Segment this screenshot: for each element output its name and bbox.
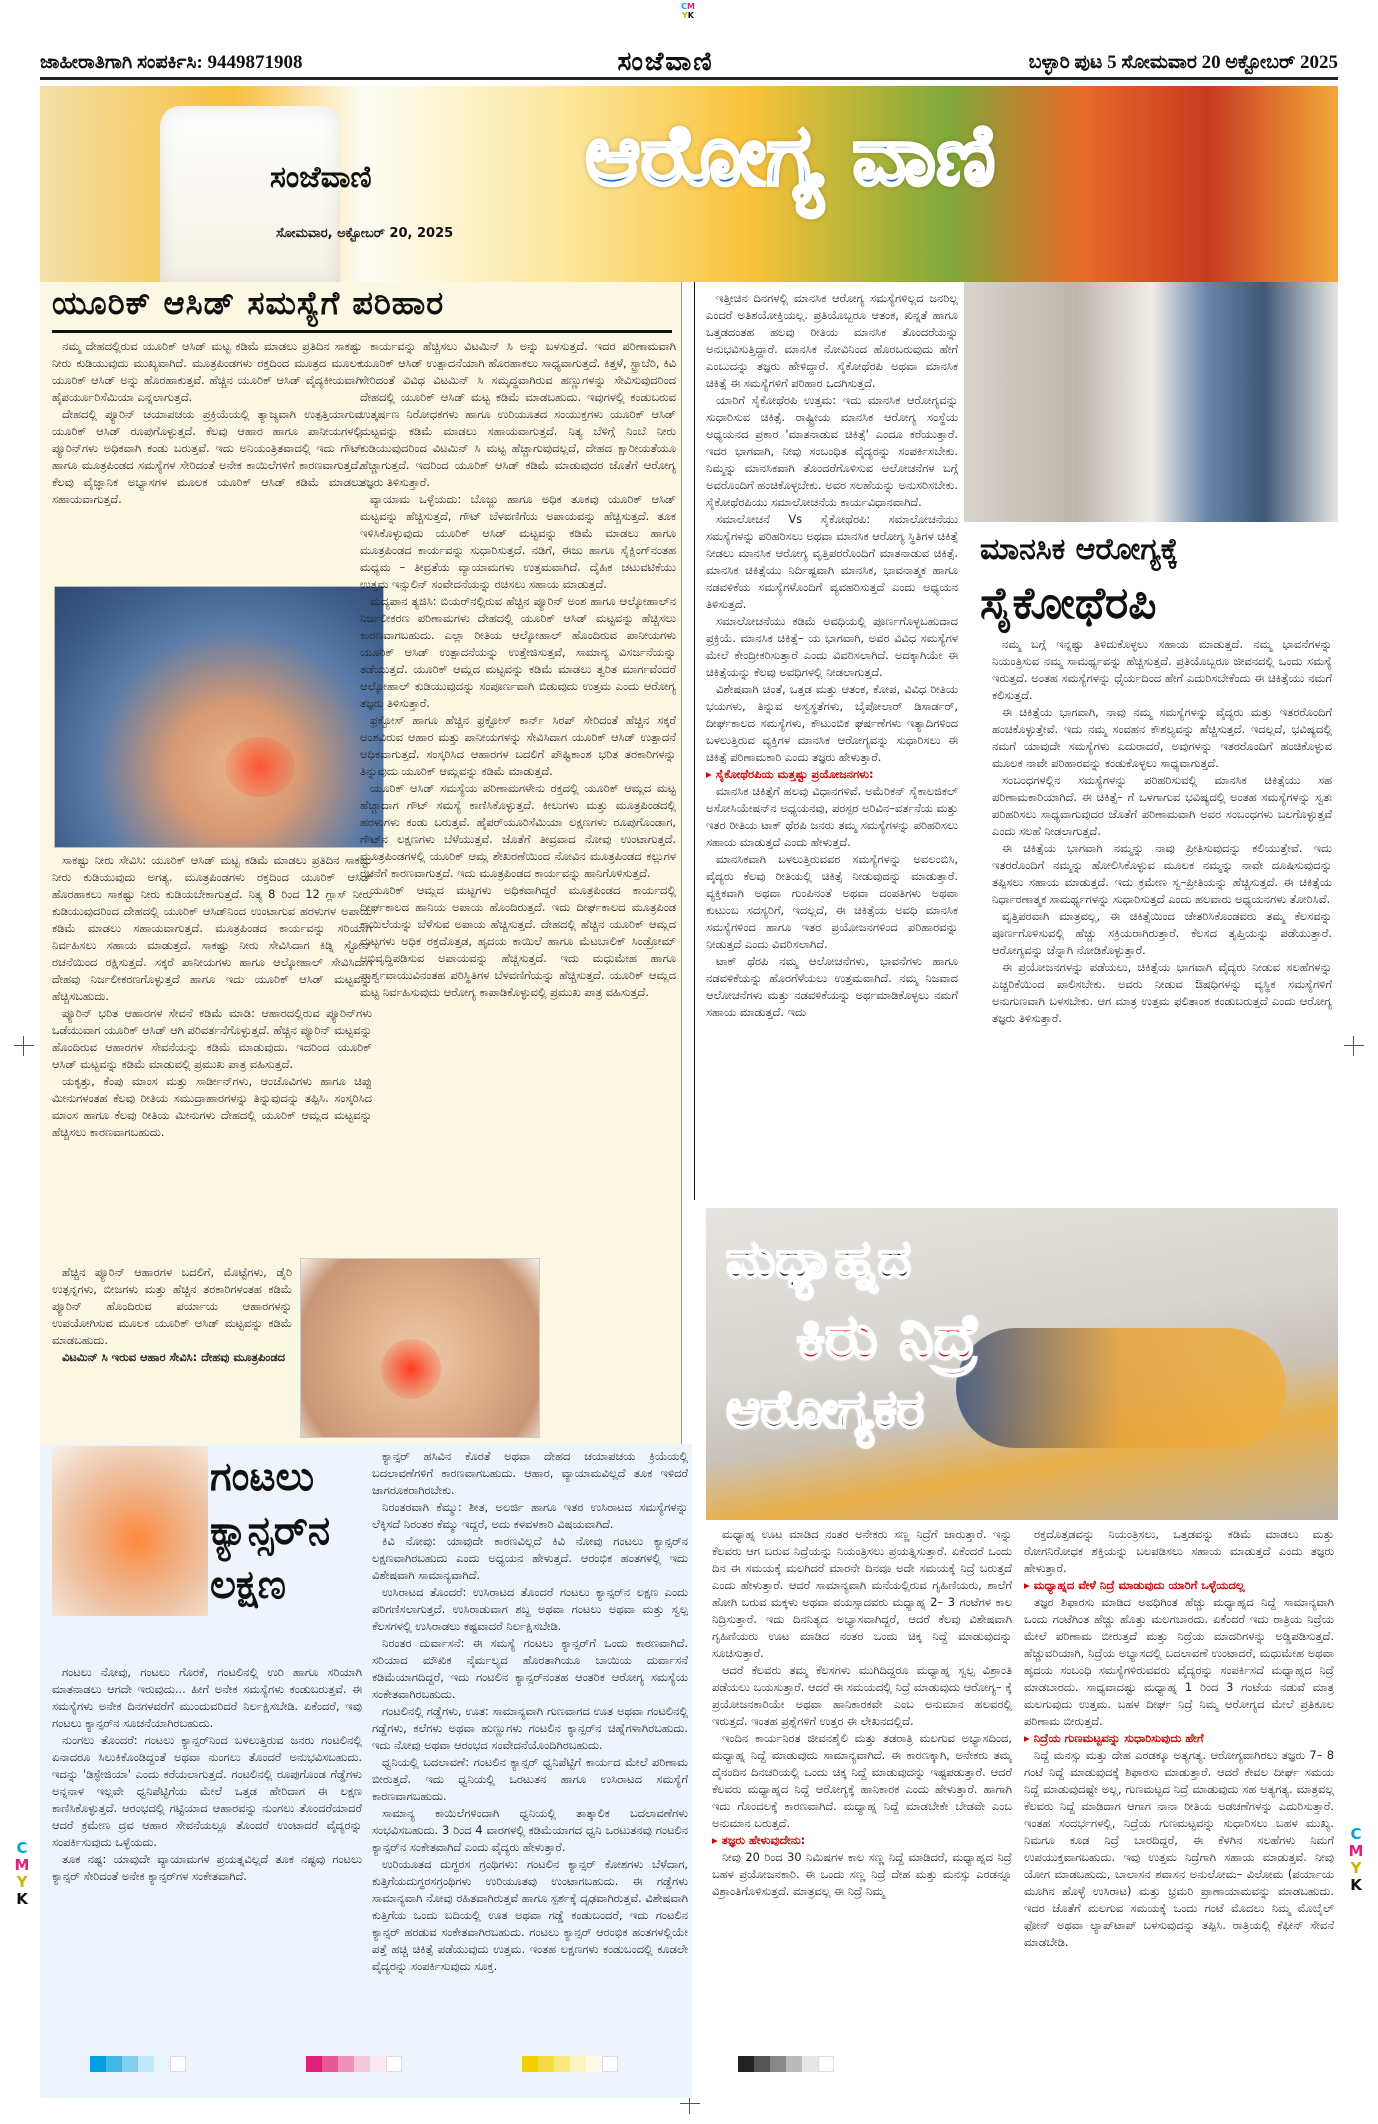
psycho-para: ಯಾರಿಗೆ ಸೈಕೋಥೆರಪಿ ಉತ್ತಮ: ಇದು ಮಾನಸಿಕ ಆರೋಗ್ಯವನ್ನು ಸುಧಾರಿಸುವ ಚಿಕಿತ್ಸೆ. ರಾಷ್ಟ್ರೀಯ ಮಾನಸಿಕ ಆರೋಗ್ಯ ಸಂಸ್ಥೆಯ ಅಧ್ಯಯನದ ಪ್ರಕಾರ 'ಮಾತನಾಡುವ ಚಿಕಿತ್ಸೆ' ಎಂದೂ ಕರೆಯುತ್ತಾರೆ. ಇದರ ಭಾಗವಾಗಿ, ನೀವು ಸಂಬಂಧಿತ ವೈದ್ಯರನ್ನು ಸಂಪರ್ಕಿಸಬೇಕು. ನಿಮ್ಮನ್ನು ಮಾನಸಿಕವಾಗಿ ತೊಂದರೆಗೊಳಿಸುವ ಆಲೋಚನೆಗಳ ಬಗ್ಗೆ ಅವರೊಂದಿಗೆ ಹಂಚಿಕೊಳ್ಳಬೇಕು. ಅವರ ಸಲಹೆಯನ್ನು ಅನುಸರಿಸಬೇಕು. ಸೈಕೋಥೆರಪಿಯು ಸಮಾಲೋಚನೆಯ ಕಾರ್ಯವಿಧಾನವಾಗಿದೆ.: [706, 393, 958, 509]
page-header: [40, 48, 1338, 80]
cancer-col2: [372, 1448, 688, 2094]
cancer-para: ಕ್ಯಾನ್ಸರ್ ಹಸಿವಿನ ಕೊರತೆ ಅಥವಾ ದೇಹದ ಚಯಾಪಚಯ ಕ್ರಿಯೆಯಲ್ಲಿ ಬದಲಾವಣೆಗಳಿಗೆ ಕಾರಣವಾಗಬಹುದು. ಆಹಾರ, ವ್ಯಾಯಾಮವಿಲ್ಲದೆ ತೂಕ ಇಳಿದರೆ ಜಾಗರೂಕರಾಗಿರಬೇಕು.: [372, 1449, 688, 1497]
triangle-bullet-icon: ▸: [1024, 1578, 1034, 1592]
uric-para: ವ್ಯಾಯಾಮ ಒಳ್ಳೆಯದು: ಬೊಜ್ಜು ಹಾಗೂ ಅಧಿಕ ತೂಕವು ಯೂರಿಕ್ ಆಸಿಡ್ ಮಟ್ಟವನ್ನು ಹೆಚ್ಚಿಸುತ್ತದೆ, ಗೌಟ್ ಬೆಳವಣಿಗೆಯ ಅಪಾಯವನ್ನು ಹೆಚ್ಚಿಸುತ್ತದೆ. ತೂಕ ಇಳಿಸಿಕೊಳ್ಳುವುದು ಯೂರಿಕ್ ಆಸಿಡ್ ಮಟ್ಟವನ್ನು ಕಡಿಮೆ ಮಾಡಲು ಹಾಗೂ ಮೂತ್ರಪಿಂಡದ ಕಾರ್ಯವನ್ನು ಸುಧಾರಿಸುತ್ತದೆ. ನಡಿಗೆ, ಈಜು ಹಾಗೂ ಸೈಕ್ಲಿಂಗ್‌ನಂತಹ ಮಧ್ಯಮ – ತೀವ್ರತೆಯ ವ್ಯಾಯಾಮಗಳು ಉತ್ತಮವಾಗಿದೆ. ದೈಹಿಕ ಚಟುವಟಿಕೆಯು ಉತ್ತಮ ಇನ್ಸುಲಿನ್ ಸಂವೇದನೆಯನ್ನು ರಚಿಸಲು ಸಹಾಯ ಮಾಡುತ್ತದೆ.: [360, 492, 676, 591]
sleep-subheading: ▸ ಮಧ್ಯಾಹ್ನದ ವೇಳೆ ನಿದ್ರೆ ಮಾಡುವುದು ಯಾರಿಗೆ ಒಳ್ಳೆಯದಲ್ಲ: [1024, 1578, 1245, 1592]
sleep-col1: [712, 1526, 1012, 2094]
section-banner: [40, 86, 1338, 282]
banner-date: ಸೋಮವಾರ, ಅಕ್ಟೋಬರ್ 20, 2025: [276, 226, 454, 241]
cancer-para: ಕಿವಿ ನೋವು: ಯಾವುದೇ ಕಾರಣವಿಲ್ಲದೆ ಕಿವಿ ನೋವು ಗಂಟಲು ಕ್ಯಾನ್ಸರ್‌ನ ಲಕ್ಷಣವಾಗಿರಬಹುದು ಎಂದು ಅಧ್ಯಯನ ಹೇಳುತ್ತದೆ. ಆರಂಭಿಕ ಹಂತಗಳಲ್ಲಿ ಇದು ವಿಶೇಷವಾಗಿ ಸಾಮಾನ್ಯವಾಗಿದೆ.: [372, 1534, 688, 1582]
uric-para: ಪ್ಯೂರಿನ್ ಭರಿತ ಆಹಾರಗಳ ಸೇವನೆ ಕಡಿಮೆ ಮಾಡಿ: ಆಹಾರದಲ್ಲಿರುವ ಪ್ಯೂರಿನ್‌ಗಳು ಒಡೆಯುವಾಗ ಯೂರಿಕ್ ಆಸಿಡ್ ಆಗಿ ಪರಿವರ್ತನೆಗೊಳ್ಳುತ್ತದೆ. ಹೆಚ್ಚಿನ ಪ್ಯೂರಿನ್ ಮಟ್ಟವನ್ನು ಹೊಂದಿರುವ ಆಹಾರಗಳ ಸೇವನೆಯನ್ನು ಕಡಿಮೆ ಮಾಡುವುದು. ಇದರಿಂದ ಯೂರಿಕ್ ಆಸಿಡ್ ಮಟ್ಟವನ್ನು ಕಡಿಮೆ ಮಾಡುವಲ್ಲಿ ಪ್ರಮುಖ ಪಾತ್ರ ವಹಿಸುತ್ತದೆ.: [52, 1006, 372, 1071]
uric-para: ಮದ್ಯಪಾನ ತ್ಯಜಿಸಿ: ಬಿಯರ್‌ನಲ್ಲಿರುವ ಹೆಚ್ಚಿನ ಪ್ಯೂರಿನ್ ಅಂಶ ಹಾಗೂ ಆಲ್ಕೋಹಾಲ್‌ನ ನಿರ್ಜಲೀಕರಣ ಪರಿಣಾಮಗಳು ದೇಹದಲ್ಲಿ ಯೂರಿಕ್ ಆಸಿಡ್ ಮಟ್ಟವನ್ನು ಹೆಚ್ಚಿಸಲು ಕಾರಣವಾಗಬಹುದು. ಎಲ್ಲಾ ರೀತಿಯ ಆಲ್ಕೋಹಾಲ್ ಹೊಂದಿರುವ ಪಾನೀಯಗಳು ಯೂರಿಕ್ ಆಸಿಡ್ ಉತ್ಪಾದನೆಯನ್ನು ಉತ್ತೇಜಿಸುತ್ತವೆ, ಸಾಮಾನ್ಯ ವಿಸರ್ಜನೆಯನ್ನು ತಡೆಯುತ್ತದೆ. ಯೂರಿಕ್ ಆಮ್ಲದ ಮಟ್ಟವನ್ನು ಕಡಿಮೆ ಮಾಡಲು ತ್ವರಿತ ಮಾರ್ಗವೆಂದರೆ ಆಲ್ಕೋಹಾಲ್ ಕುಡಿಯುವುದನ್ನು ಸಂಪೂರ್ಣವಾಗಿ ಬಿಡುವುದು ಉತ್ತಮ ಎಂದು ಆರೋಗ್ಯ ತಜ್ಞರು ತಿಳಿಸುತ್ತಾರೆ.: [360, 594, 676, 710]
ankle-pain-image: [54, 586, 384, 848]
cancer-para: ಗಂಟಲು ನೋವು, ಗಂಟಲು ಗೊರಕೆ, ಗಂಟಲಿನಲ್ಲಿ ಉರಿ ಹಾಗೂ ಸರಿಯಾಗಿ ಮಾತನಾಡಲು ಆಗದೇ ಇರುವುದು... ಹೀಗೆ ಅನೇಕ ಸಮಸ್ಯೆಗಳು ಕಂಡುಬರುತ್ತವೆ. ಈ ಸಮಸ್ಯೆಗಳು ಅನೇಕ ದಿನಗಳವರೆಗೆ ಮುಂದುವರಿದರೆ ನಿರ್ಲಕ್ಷಿಸಬೇಡಿ. ಏಕೆಂದರೆ, ಇವು ಗಂಟಲು ಕ್ಯಾನ್ಸರ್‌ನ ಸೂಚನೆಯಾಗಿರಬಹುದು.: [52, 1665, 362, 1730]
psycho-para: ಈ ಪ್ರಯೋಜನಗಳನ್ನು ಪಡೆಯಲು, ಚಿಕಿತ್ಸೆಯ ಭಾಗವಾಗಿ ವೈದ್ಯರು ನೀಡುವ ಸಲಹೆಗಳನ್ನು ಎಚ್ಚರಿಕೆಯಿಂದ ಪಾಲಿಸಬೇಕು. ಅವರು ನೀಡುವ ಔಷಧಿಗಳನ್ನು ವ್ಯಸ್ಥಿಕ ಸಮಸ್ಯೆಗಳಿಗೆ ಅನುಗುಣವಾಗಿ ಬಳಸಬೇಕು. ಆಗ ಮಾತ್ರ ಉತ್ತಮ ಫಲಿತಾಂಶ ಕಂಡುಬರುತ್ತದೆ ಎಂದು ಆರೋಗ್ಯ ತಜ್ಞರು ತಿಳಿಸುತ್ತಾರೆ.: [992, 960, 1332, 1025]
cancer-para: ಧ್ವನಿಯಲ್ಲಿ ಬದಲಾವಣೆ: ಗಂಟಲಿನ ಕ್ಯಾನ್ಸರ್ ಧ್ವನಿಪೆಟ್ಟಿಗೆ ಕಾರ್ಯದ ಮೇಲೆ ಪರಿಣಾಮ ಬೀರುತ್ತದೆ. ಇದು ಧ್ವನಿಯಲ್ಲಿ ಒರಟುತನ ಹಾಗೂ ಉಸಿರಾಟದ ಸಮಸ್ಯೆಗೆ ಕಾರಣವಾಗಬಹುದು.: [372, 1755, 688, 1803]
registration-cmyk-top: CM YK: [681, 2, 695, 20]
sleep-para: ನಿದ್ದೆ ಮನಸ್ಸು ಮತ್ತು ದೇಹ ಎರಡಕ್ಕೂ ಅತ್ಯಗತ್ಯ. ಆರೋಗ್ಯವಾಗಿರಲು ತಜ್ಞರು 7– 8 ಗಂಟೆ ನಿದ್ದೆ ಮಾಡುವುದಕ್ಕೆ ಶಿಫಾರಸು ಮಾಡುತ್ತಾರೆ. ಆದರೆ ಕೇವಲ ದೀರ್ಘ ಸಮಯ ನಿದ್ದೆ ಮಾಡುವುದಷ್ಟೇ ಅಲ್ಲ, ಗುಣಮಟ್ಟದ ನಿದ್ರೆ ಮಾಡುವುದು ಸಹ ಅತ್ಯಗತ್ಯ. ಮಾತ್ರವಲ್ಲ ಕೆಲವರು ನಿದ್ದೆ ಮಾಡಿದಾಗ ಆಗಾಗ ನಾನಾ ರೀತಿಯ ಅಡಚಣೆಗಳನ್ನು ಎದುರಿಸುತ್ತಾರೆ. ಇಂತಹ ಸಂದರ್ಭಗಳಲ್ಲಿ, ನಿದ್ರೆಯ ಗುಣಮಟ್ಟವನ್ನು ಸುಧಾರಿಸಲು ಬಹಳ ಮುಖ್ಯ. ನಿಮಗೂ ಕೂಡ ನಿದ್ರೆ ಬಾರದಿದ್ದರೆ, ಈ ಕೆಳಗಿನ ಸಲಹೆಗಳು ನಿಮಗೆ ಉಪಯುಕ್ತವಾಗಬಹುದು. ಇವು ಉತ್ತಮ ನಿದ್ರೆಗಾಗಿ ಸಹಾಯ ಮಾಡುತ್ತವೆ. ನೀವು ಯೋಗ ಮಾಡಬಹುದು, ಬಾಲಾಸನ ಶವಾಸನ ಅನುಲೋಮ– ವಿಲೋಮ (ಪರ್ಯಾಯ ಮೂಗಿನ ಹೊಳ್ಳೆ ಉಸಿರಾಟ) ಮತ್ತು ಭ್ರಮರಿ ಪ್ರಾಣಾಯಾಮವನ್ನು ಮಾಡಬಹುದು. ಇದರ ಜೊತೆಗೆ ಮಲಗುವ ಸಮಯಕ್ಕೆ ಒಂದು ಗಂಟೆ ಮೊದಲು ನಿಮ್ಮ ಮೊಬೈಲ್ ಫೋನ್ ಅಥವಾ ಲ್ಯಾಪ್‌ಟಾಪ್ ಬಳಸುವುದನ್ನು ತಪ್ಪಿಸಿ. ರಾತ್ರಿಯಲ್ಲಿ ಕೆಫೀನ್ ಸೇವನೆ ಮಾಡಬೇಡಿ.: [1024, 1748, 1334, 1949]
uric-para: ವಿಟಮಿನ್ ಸಿ ಇರುವ ಆಹಾರ ಸೇವಿಸಿ: ದೇಹವು ಮೂತ್ರಪಿಂಡದ: [62, 1350, 285, 1364]
cancer-para: ನಿರಂತರವಾಗಿ ಕೆಮ್ಮು: ಶೀತ, ಅಲರ್ಜಿ ಹಾಗೂ ಇತರ ಉಸಿರಾಟದ ಸಮಸ್ಯೆಗಳನ್ನು ಲೆಕ್ಕಿಸದೆ ನಿರಂತರ ಕೆಮ್ಮು ಇದ್ದರೆ, ಅದು ಕಳವಳಕಾರಿ ವಿಷಯವಾಗಿದೆ.: [372, 1500, 688, 1531]
section-title: ಆರೋಗ್ಯ ವಾಣಿ: [585, 106, 996, 204]
uric-para: ದೇಹದಲ್ಲಿ ಪ್ಯೂರಿನ್ ಚಯಾಪಚಯ ಪ್ರಕ್ರಿಯೆಯಲ್ಲಿ ತ್ಯಾಜ್ಯವಾಗಿ ಉತ್ಪತ್ತಿಯಾಗುವ ಯೂರಿಕ್ ಆಸಿಡ್ ರೂಪುಗೊಳ್ಳುತ್ತದೆ. ಕೆಲವು ಆಹಾರ ಹಾಗೂ ಪಾನೀಯಗಳಲ್ಲಿ ಪ್ಯೂರಿನ್‌ಗಳು ಅಧಿಕವಾಗಿ ಕಂಡು ಬರುತ್ತವೆ. ಇದು ಅನಿಯಂತ್ರಿತವಾದಲ್ಲಿ ಇದು ಗೌಟ್ ಹಾಗೂ ಮೂತ್ರಪಿಂಡದ ಸಮಸ್ಯೆಗಳ ಸೇರಿದಂತೆ ಅನೇಕ ಕಾಯಿಲೆಗಳಿಗೆ ಕಾರಣವಾಗುತ್ತದೆ. ಕೆಲವು ವೈಜ್ಞಾನಿಕ ಅಭ್ಯಾಸಗಳ ಮೂಲಕ ಯೂರಿಕ್ ಆಸಿಡ್ ಕಡಿಮೆ ಮಾಡಲು ಸಹಾಯವಾಗುತ್ತದೆ.: [52, 407, 362, 506]
cancer-title: ಗಂಟಲು ಕ್ಯಾನ್ಸರ್‌ನ ಲಕ್ಷಣ: [210, 1454, 331, 1608]
sleep-para: ತಜ್ಞರ ಶಿಫಾರಸು ಮಾಡಿದ ಅವಧಿಗಿಂತ ಹೆಚ್ಚು ಮಧ್ಯಾಹ್ನದ ನಿದ್ದೆ ಸಾಮಾನ್ಯವಾಗಿ ಒಂದು ಗಂಟೆಗಿಂತ ಹೆಚ್ಚು ಹೊತ್ತು ಮಲಗಬಾರದು. ಏಕೆಂದರೆ ಇದು ರಾತ್ರಿಯ ನಿದ್ರೆಯ ಮೇಲೆ ಪರಿಣಾಮ ಬೀರುತ್ತದೆ ಮತ್ತು ನಿದ್ರೆಯ ಮಾದರಿಗಳನ್ನು ಅಡ್ಡಿಪಡಿಸುತ್ತದೆ. ಹೆಚ್ಚುವರಿಯಾಗಿ, ನಿದ್ರೆಯ ಅಭ್ಯಾಸದಲ್ಲಿ ಬದಲಾವಣೆ ಉಂಟಾದರೆ, ಮಧುಮೇಹ ಅಥವಾ ಹೃದಯ ಸಂಬಂಧಿ ಸಮಸ್ಯೆಗಳಿರುವವರು ವೈದ್ಯರನ್ನು ಸಂಪರ್ಕಿಸದೆ ಮಧ್ಯಾಹ್ನದ ನಿದ್ರೆ ಮಾಡಬಾರದು. ಸಾಧ್ಯವಾದಷ್ಟು ಮಧ್ಯಾಹ್ನ 1 ರಿಂದ 3 ಗಂಟೆಯ ನಡುವೆ ಮಾತ್ರ ಮಲಗುವುದು ಉತ್ತಮ. ಬಹಳ ದೀರ್ಘ ನಿದ್ರೆ ನಿಮ್ಮ ಆರೋಗ್ಯದ ಮೇಲೆ ಪ್ರತಿಕೂಲ ಪರಿಣಾಮ ಬೀರುತ್ತದೆ.: [1024, 1595, 1334, 1728]
uric-para: ಯಕೃತ್ತು, ಕೆಂಪು ಮಾಂಸ ಮತ್ತು ಸಾರ್ಡೀನ್‌ಗಳು, ಆಂಚೊವಿಗಳು ಹಾಗೂ ಚಿಪ್ಪು ಮೀನುಗಳಂತಹ ಕೆಲವು ರೀತಿಯ ಸಮುದ್ರಾಹಾರಗಳನ್ನು ತಿನ್ನುವುದನ್ನು ತಪ್ಪಿಸಿ. ಸಂಸ್ಕರಿಸಿದ ಮಾಂಸ ಹಾಗೂ ಕೆಲವು ರೀತಿಯ ಮೀನುಗಳು ದೇಹದಲ್ಲಿ ಯೂರಿಕ್ ಆಮ್ಲದ ಮಟ್ಟವನ್ನು ಹೆಚ್ಚಿಸಲು ಕಾರಣವಾಗಬಹುದು.: [52, 1074, 372, 1139]
psycho-para: ನಮ್ಮ ಬಗ್ಗೆ ಇನ್ನಷ್ಟು ತಿಳಿದುಕೊಳ್ಳಲು ಸಹಾಯ ಮಾಡುತ್ತದೆ. ನಮ್ಮ ಭಾವನೆಗಳನ್ನು ನಿಯಂತ್ರಿಸುವ ನಮ್ಮ ಸಾಮರ್ಥ್ಯವನ್ನು ಹೆಚ್ಚಿಸುತ್ತದೆ. ಪ್ರತಿಯೊಬ್ಬರೂ ಜೀವನದಲ್ಲಿ ಒಂದು ಸಮಸ್ಯೆ ಇರುತ್ತದೆ. ಅಂತಹ ಸಮಸ್ಯೆಗಳನ್ನು ಧೈರ್ಯದಿಂದ ಹೇಗೆ ಎದುರಿಸಬೇಕೆಂದು ಈ ಚಿಕಿತ್ಸೆಯು ನಮಗೆ ಕಲಿಸುತ್ತದೆ.: [992, 637, 1332, 702]
sleep-col2: [1024, 1526, 1334, 2094]
psycho-col1: [706, 290, 958, 1170]
black-swatches: [738, 2056, 834, 2072]
uric-para: ಸಾಕಷ್ಟು ನೀರು ಸೇವಿಸಿ: ಯೂರಿಕ್ ಆಸಿಡ್ ಮಟ್ಟ ಕಡಿಮೆ ಮಾಡಲು ಪ್ರತಿದಿನ ಸಾಕಷ್ಟು ನೀರು ಕುಡಿಯುವುದು ಅಗತ್ಯ. ಮೂತ್ರಪಿಂಡಗಳು ರಕ್ತದಿಂದ ಯೂರಿಕ್ ಆಸಿಡ್ ಹೊರಹಾಕಲು ಸಾಕಷ್ಟು ನೀರು ಕುಡಿಯಬೇಕಾಗುತ್ತದೆ. ನಿತ್ಯ 8 ರಿಂದ 12 ಗ್ಲಾಸ್ ನೀರು ಕುಡಿಯುವುದರಿಂದ ದೇಹದಲ್ಲಿ ಯೂರಿಕ್ ಆಸಿಡ್‌ನಿಂದ ಉಂಟಾಗುವ ಹರಳುಗಳ ಅಪಾಯ ಕಡಿಮೆ ಮಾಡಲು ಸಹಾಯವಾಗುತ್ತದೆ. ಮೂತ್ರಪಿಂಡದ ಕಾರ್ಯವನ್ನು ಸರಿಯಾಗಿ ನಿರ್ವಹಿಸಲು ಸಹಾಯ ಮಾಡುತ್ತದೆ. ಸಾಕಷ್ಟು ನೀರು ಸೇವಿಸಿದಾಗ ಕಿಡ್ನಿ ಸ್ಟೋನ್ ರಚನೆಯಿಂದ ರಕ್ಷಿಸುತ್ತದೆ. ಸಕ್ಕರೆ ಪಾನೀಯಗಳು ಹಾಗೂ ಆಲ್ಕೋಹಾಲ್ ಸೇವಿಸಿದಾಗ ದೇಹವು ನಿರ್ಜಲೀಕರಣಗೊಳ್ಳುತ್ತದೆ ಹಾಗೂ ಇದು ಯೂರಿಕ್ ಆಸಿಡ್ ಮಟ್ಟವನ್ನು ಹೆಚ್ಚಿಸಬಹುದು.: [52, 853, 372, 1003]
cancer-col1: [52, 1664, 362, 2094]
psycho-para: ಸಮಾಲೋಚನೆಯು ಕಡಿಮೆ ಅವಧಿಯಲ್ಲಿ ಪೂರ್ಣಗೊಳ್ಳಬಹುದಾದ ಪ್ರಕ್ರಿಯೆ. ಮಾನಸಿಕ ಚಿಕಿತ್ಸೆ– ಯ ಭಾಗವಾಗಿ, ಅವರ ವಿವಿಧ ಸಮಸ್ಯೆಗಳ ಮೇಲೆ ಕೇಂದ್ರೀಕರಿಸುತ್ತಾರೆ ಎಂದು ವಿವರಿಸಲಾಗಿದೆ. ಅದಕ್ಕಾಗಿಯೇ ಈ ಚಿಕಿತ್ಸೆಯನ್ನು ಕೆಲವು ಅವಧಿಗಳಲ್ಲಿ ನೀಡಲಾಗುತ್ತದೆ.: [706, 614, 958, 679]
psycho-para: ಸಂಬಂಧಗಳಲ್ಲಿನ ಸಮಸ್ಯೆಗಳನ್ನು ಪರಿಹರಿಸುವಲ್ಲಿ ಮಾನಸಿಕ ಚಿಕಿತ್ಸೆಯು ಸಹ ಪರಿಣಾಮಕಾರಿಯಾಗಿದೆ. ಈ ಚಿಕಿತ್ಸೆ– ಗೆ ಒಳಗಾಗುವ ಭವಿಷ್ಯದಲ್ಲಿ ಅಂತಹ ಸಮಸ್ಯೆಗಳನ್ನು ಸ್ವತಃ ಪರಿಹರಿಸಲು ಸಾಧ್ಯವಾಗುವುದರ ಜೊತೆಗೆ ಪರಿಣಾಮವಾಗಿ ಅವರ ಸಂಬಂಧಗಳು ಬಲಗೊಳ್ಳುತ್ತವೆ ಎಂದು ಸಲಹೆ ನೀಡಲಾಗುತ್ತದೆ.: [992, 773, 1332, 838]
uric-col1-bottom: [52, 1264, 292, 1442]
crop-mark-right: [1344, 1036, 1364, 1056]
cancer-para: ನುಂಗಲು ತೊಂದರೆ: ಗಂಟಲು ಕ್ಯಾನ್ಸರ್‌ನಿಂದ ಬಳಲುತ್ತಿರುವ ಜನರು ಗಂಟಲಿನಲ್ಲಿ ಏನಾದರೂ ಸಿಲುಕಿಕೊಂಡಿದ್ದಂತೆ ಅಥವಾ ನುಂಗಲು ತೊಂದರೆ ಅನುಭವಿಸಬಹುದು. ಇದನ್ನು 'ಡಿಸ್ಫೇಜಿಯಾ' ಎಂದು ಕರೆಯಲಾಗುತ್ತದೆ. ಗಂಟಲಿನಲ್ಲಿ ರೂಪುಗೊಂಡ ಗೆಡ್ಡೆಗಳು ಅನ್ನನಾಳ ಇಲ್ಲವೇ ಧ್ವನಿಪೆಟ್ಟಿಗೆಯ ಮೇಲೆ ಒತ್ತಡ ಹೇರಿದಾಗ ಈ ಲಕ್ಷಣ ಕಾಣಿಸಿಕೊಳ್ಳುತ್ತದೆ. ಆರಂಭದಲ್ಲಿ ಗಟ್ಟಿಯಾದ ಆಹಾರವನ್ನು ನುಂಗಲು ತೊಂದರೆಯಾದರೆ ಆದರೆ ಕ್ರಮೇಣ ದ್ರವ ಆಹಾರ ಸೇವನೆಯಲ್ಲೂ ತೊಂದರೆ ಉಂಟಾದರೆ ವೈದ್ಯರನ್ನು ಸಂಪರ್ಕಿಸುವುದು ಒಳ್ಳೆಯದು.: [52, 1733, 362, 1849]
page-info: ಬಳ್ಳಾರಿ ಪುಟ 5 ಸೋಮವಾರ 20 ಅಕ್ಟೋಬರ್ 2025: [1028, 51, 1338, 73]
triangle-bullet-icon: ▸: [706, 767, 716, 781]
uric-col1-top: [52, 338, 362, 582]
cancer-para: ಗಂಟಲಿನಲ್ಲಿ ಗಡ್ಡೆಗಳು, ಊತ: ಸಾಮಾನ್ಯವಾಗಿ ಗುಣವಾಗದ ಊತ ಅಥವಾ ಗಂಟಲಿನಲ್ಲಿ ಗಡ್ಡೆಗಳು, ಕಲೆಗಳು ಅಥವಾ ಹುಣ್ಣುಗಳು ಗಂಟಲಿನ ಕ್ಯಾನ್ಸರ್‌ನ ಚಿಹ್ನೆಗಳಾಗಿರಬಹುದು. ಇದು ನೋವು ಅಥವಾ ಆರಂಭದ ಸಂವೇದನೆಯೊಂದಿಗಿರಬಹುದು.: [372, 1704, 688, 1752]
uric-para: ಯೂರಿಕ್ ಆಮ್ಲದ ಮಟ್ಟಗಳು ಅಧಿಕವಾಗಿದ್ದರೆ ಮೂತ್ರಪಿಂಡದ ಕಾರ್ಯದಲ್ಲಿ ದೀರ್ಘಕಾಲದ ಹಾನಿಯ ಅಪಾಯ ಹೊಂದಿರುತ್ತದೆ. ಇದು ದೀರ್ಘಕಾಲದ ಮೂತ್ರಪಿಂಡ ಕಾಯಿಲೆಯನ್ನು ಬೆಳೆಸುವ ಅಪಾಯ ಹೆಚ್ಚಿಸುತ್ತದೆ. ದೇಹದಲ್ಲಿ ಹೆಚ್ಚಿನ ಯೂರಿಕ್ ಆಮ್ಲದ ಮಟ್ಟಗಳು ಅಧಿಕ ರಕ್ತದೊತ್ತಡ, ಹೃದಯ ಕಾಯಿಲೆ ಹಾಗೂ ಮೆಟಬಾಲಿಕ್ ಸಿಂಡ್ರೋಮ್ ಅಭಿವೃದ್ಧಿಪಡಿಸುವ ಅಪಾಯವನ್ನು ಹೆಚ್ಚಿಸುತ್ತದೆ. ಇದು ಮಧುಮೇಹ ಹಾಗೂ ಪಾರ್ಶ್ವವಾಯುವಿನಂತಹ ಪರಿಸ್ಥಿತಿಗಳ ಬೆಳವಣಿಗೆಯನ್ನು ಹೆಚ್ಚಿಸುತ್ತದೆ. ಯೂರಿಕ್ ಆಮ್ಲದ ಮಟ್ಟ ನಿರ್ವಹಿಸುವುದು ಆರೋಗ್ಯ ಕಾಪಾಡಿಕೊಳ್ಳುವಲ್ಲಿ ಪ್ರಮುಖ ಪಾತ್ರ ವಹಿಸುತ್ತದೆ.: [360, 883, 676, 999]
psycho-para: ಈ ಚಿಕಿತ್ಸೆಯ ಭಾಗವಾಗಿ ನಮ್ಮನ್ನು ನಾವು ಪ್ರೀತಿಸುವುದನ್ನು ಕಲಿಯುತ್ತೇವೆ. ಇದು ಇತರರೊಂದಿಗೆ ನಮ್ಮನ್ನು ಹೋಲಿಸಿಕೊಳ್ಳುವ ಮೂಲಕ ನಮ್ಮನ್ನು ನಾವೇ ದೂಷಿಸುವುದನ್ನು ತಪ್ಪಿಸಲು ಸಹಾಯ ಮಾಡುತ್ತದೆ. ಇದು ಕ್ರಮೇಣ ಸ್ವ–ಪ್ರೀತಿಯನ್ನು ಹೆಚ್ಚಿಸುತ್ತದೆ. ಈ ಚಿಕಿತ್ಸೆಯ ನಿರ್ಧಾರಣಾತ್ಮಕ ಸಾಮರ್ಥ್ಯಗಳನ್ನು ಸುಧಾರಿಸುತ್ತದೆ ಎಂದು ಹಲವಾರು ಅಧ್ಯಯನಗಳು ತೋರಿಸಿವೆ.: [992, 841, 1332, 906]
color-calibration-bars: [90, 2056, 834, 2072]
psycho-para: ಇತ್ತೀಚಿನ ದಿನಗಳಲ್ಲಿ ಮಾನಸಿಕ ಆರೋಗ್ಯ ಸಮಸ್ಯೆಗಳಿಲ್ಲದ ಜನರಿಲ್ಲ ಎಂದರೆ ಅತಿಶಯೋಕ್ತಿಯಲ್ಲ. ಪ್ರತಿಯೊಬ್ಬರೂ ಆತಂಕ, ಖಿನ್ನತೆ ಹಾಗೂ ಒತ್ತಡದಂತಹ ಹಲವು ರೀತಿಯ ಮಾನಸಿಕ ತೊಂದರೆಯನ್ನು ಅನುಭವಿಸುತ್ತಿದ್ದಾರೆ. ಮಾನಸಿಕ ನೋವಿನಿಂದ ಹೊರಬರುವುದು ಹೇಗೆ ಎಂಬುದನ್ನು ತಜ್ಞರು ಹೇಳಿದ್ದಾರೆ. ಸೈಕೋಥೆರಪಿ ಅಥವಾ ಮಾನಸಿಕ ಚಿಕಿತ್ಸೆ ಈ ಸಮಸ್ಯೆಗಳಿಗೆ ಪರಿಹಾರ ಒದಗಿಸುತ್ತದೆ.: [706, 291, 958, 390]
psycho-para: ಮಾನಸಿಕವಾಗಿ ಬಳಲುತ್ತಿರುವವರ ಸಮಸ್ಯೆಗಳನ್ನು ಅವಲಂಬಿಸಿ, ವೈದ್ಯರು ಕೆಲವು ರೀತಿಯಲ್ಲಿ ಚಿಕಿತ್ಸೆ ನೀಡುವುದನ್ನು ಮಾಡುತ್ತಾರೆ. ವ್ಯಕ್ತಿಕವಾಗಿ ಅಥವಾ ಗುಂಪಿನಂತೆ ಅಥವಾ ದಂಪತಿಗಳು ಅಥವಾ ಕುಟುಂಬ ಸದಸ್ಯರಿಗೆ, ಇದಲ್ಲದೆ, ಈ ಚಿಕಿತ್ಸೆಯ ಅವಧಿ ಮಾನಸಿಕ ಸಮಸ್ಯೆಗಳಿಂದ ಹಾಗೂ ಇತರ ಪ್ರಯೋಜನಗಳಿಂದ ಪರಿಹಾರವನ್ನು ನೀಡುತ್ತದೆ ಎಂದು ವಿವರಿಸಲಾಗಿದೆ.: [706, 852, 958, 951]
cancer-para: ಸಾಮಾನ್ಯ ಕಾಯಿಲೆಗಳಿಂದಾಗಿ ಧ್ವನಿಯಲ್ಲಿ ತಾತ್ಕಾಲಿಕ ಬದಲಾವಣೆಗಳು ಸಂಭವಿಸಬಹುದು. 3 ರಿಂದ 4 ವಾರಗಳಲ್ಲಿ ಕಡಿಮೆಯಾಗದ ಧ್ವನಿ ಒರಟುತನವು ಗಂಟಲಿನ ಕ್ಯಾನ್ಸರ್‌ನ ಸಂಕೇತವಾಗಿದೆ ಎಂದು ವೈದ್ಯರು ಹೇಳುತ್ತಾರೆ.: [372, 1806, 688, 1854]
sleep-para: ರಕ್ತದೊತ್ತಡವನ್ನು ನಿಯಂತ್ರಿಸಲು, ಒತ್ತಡವನ್ನು ಕಡಿಮೆ ಮಾಡಲು ಮತ್ತು ರೋಗನಿರೋಧಕ ಶಕ್ತಿಯನ್ನು ಬಲಪಡಿಸಲು ಸಹಾಯ ಮಾಡುತ್ತದೆ ಎಂದು ತಜ್ಞರು ಹೇಳುತ್ತಾರೆ.: [1024, 1527, 1334, 1575]
psycho-col2: [992, 636, 1332, 1202]
uric-para: ಯೂರಿಕ್ ಆಸಿಡ್ ಸಮಸ್ಯೆಯ ಪರಿಣಾಮಗಳೇನು ರಕ್ತದಲ್ಲಿ ಯೂರಿಕ್ ಆಮ್ಲದ ಮಟ್ಟ ಹೆಚ್ಚಾದಾಗ ಗೌಟ್ ಸಮಸ್ಯೆ ಕಾಣಿಸಿಕೊಳ್ಳುತ್ತದೆ. ಕೀಲುಗಳು ಮತ್ತು ಮೂತ್ರಪಿಂಡದಲ್ಲಿ ಹರಳುಗಳು ಕಂಡು ಬರುತ್ತವೆ. ಹೈಪರ್‌ಯೂರಿಸೆಮಿಯಾ ಲಕ್ಷಣಗಳು ರೂಪುಗೊಂಡಾಗ, ಗೌಟ್‌ನ ಲಕ್ಷಣಗಳು ಬೆಳೆಯುತ್ತವೆ. ಜೊತೆಗೆ ತೀವ್ರವಾದ ನೋವು ಉಂಟಾಗುತ್ತದೆ. ಮೂತ್ರಪಿಂಡಗಳಲ್ಲಿ ಯೂರಿಕ್ ಆಮ್ಲ ಶೇಖರಣೆಯಿಂದ ನೋವಿನ ಮೂತ್ರಪಿಂಡದ ಕಲ್ಲುಗಳ ರಚನೆಗೆ ಕಾರಣವಾಗುತ್ತದೆ. ಇದು ಮೂತ್ರಪಿಂಡದ ಕಾರ್ಯವನ್ನು ಹಾನಿಗೊಳಿಸುತ್ತದೆ.: [360, 781, 676, 880]
cyan-swatches: [90, 2056, 186, 2072]
cancer-para: ನಿರಂತರ ದುರ್ವಾಸನೆ: ಈ ಸಮಸ್ಯೆ ಗಂಟಲು ಕ್ಯಾನ್ಸರ್‌ಗೆ ಒಂದು ಕಾರಣವಾಗಿದೆ. ಸರಿಯಾದ ಮೌಖಿಕ ನೈರ್ಮಲ್ಯದ ಹೊರತಾಗಿಯೂ ಬಾಯಿಯ ದುರ್ವಾಸನೆ ಕಡಿಮೆಯಾಗದಿದ್ದರೆ, ಇದು ಗಂಟಲಿನ ಕ್ಯಾನ್ಸರ್‌ನಂತಹ ಆಂತರಿಕ ಆರೋಗ್ಯ ಸಮಸ್ಯೆಯ ಸಂಕೇತವಾಗಿರಬಹುದು.: [372, 1636, 688, 1701]
psycho-para: ವೃತ್ತಿಪರವಾಗಿ ಮಾತ್ರವಲ್ಲ, ಈ ಚಿಕಿತ್ಸೆಯಿಂದ ಚೇತರಿಸಿಕೊಂಡವರು ತಮ್ಮ ಕೆಲಸವನ್ನು ಪೂರ್ಣಗೊಳಿಸುವಲ್ಲಿ ಹೆಚ್ಚು ಸಕ್ರಿಯರಾಗಿರುತ್ತಾರೆ. ಕೆಲಸದ ತೃಪ್ತಿಯನ್ನು ಪಡೆಯುತ್ತಾರೆ. ಆರೋಗ್ಯವನ್ನು ಚೆನ್ನಾಗಿ ನೋಡಿಕೊಳ್ಳುತ್ತಾರೆ.: [992, 909, 1332, 957]
ad-contact: ಜಾಹೀರಾತಿಗಾಗಿ ಸಂಪರ್ಕಿಸಿ: 9449871908: [40, 51, 303, 73]
sleep-subheading: ▸ ನಿದ್ರೆಯ ಗುಣಮಟ್ಟವನ್ನು ಸುಧಾರಿಸುವುದು ಹೇಗೆ: [1024, 1731, 1204, 1745]
therapy-session-image: [964, 282, 1338, 522]
sleep-para: ನೀವು 20 ರಿಂದ 30 ನಿಮಿಷಗಳ ಕಾಲ ಸಣ್ಣ ನಿದ್ದೆ ಮಾಡಿದರೆ, ಮಧ್ಯಾಹ್ನದ ನಿದ್ರೆ ಬಹಳ ಪ್ರಯೋಜನಕಾರಿ. ಈ ಒಂದು ಸಣ್ಣ ನಿದ್ರೆ ದೇಹ ಮತ್ತು ಮನಸ್ಸು ಎರಡನ್ನೂ ವಿಶ್ರಾಂತಿಗೊಳಿಸುತ್ತದೆ. ಮಾತ್ರವಲ್ಲ ಈ ನಿದ್ರೆ ನಿಮ್ಮ: [712, 1850, 1012, 1898]
triangle-bullet-icon: ▸: [712, 1833, 722, 1847]
uric-title-rule: [52, 330, 672, 333]
masthead: ಸಂಜೆವಾಣಿ: [617, 47, 714, 76]
psycho-para: ಟಾಕ್ ಥೆರಪಿ ನಮ್ಮ ಆಲೋಚನೆಗಳು, ಭಾವನೆಗಳು ಹಾಗೂ ನಡವಳಿಕೆಯನ್ನು ಹೊರಗೆಳೆಯಲು ಉತ್ತಮವಾಗಿದೆ. ನಮ್ಮ ನಿಜವಾದ ಆಲೋಚನೆಗಳು ಮತ್ತು ನಡವಳಿಕೆಯನ್ನು ಅರ್ಥಮಾಡಿಕೊಳ್ಳಲು ನಮಗೆ ಸಹಾಯ ಮಾಡುತ್ತದೆ. ಇದು: [706, 954, 958, 1019]
yellow-swatches: [522, 2056, 618, 2072]
uric-para: ಫ್ರಕ್ಟೋಸ್ ಹಾಗೂ ಹೆಚ್ಚಿನ ಫ್ರಕ್ಟೋಸ್ ಕಾರ್ನ್ ಸಿರಪ್ ಸೇರಿದಂತೆ ಹೆಚ್ಚಿನ ಸಕ್ಕರೆ ಅಂಶವಿರುವ ಆಹಾರ ಮತ್ತು ಪಾನೀಯಗಳನ್ನು ಸೇವಿಸಿದಾಗ ಯೂರಿಕ್ ಆಸಿಡ್ ಉತ್ಪಾದನೆ ಅಧಿಕವಾಗುತ್ತದೆ. ಸಂಸ್ಕರಿಸಿದ ಆಹಾರಗಳ ಬದಲಿಗೆ ಪೌಷ್ಟಿಕಾಂಶ ಭರಿತ ತರಕಾರಿಗಳನ್ನು ತಿನ್ನುವುದು ಯೂರಿಕ್ ಆಮ್ಲವನ್ನು ಕಡಿಮೆ ಮಾಡುತ್ತದೆ.: [360, 713, 676, 778]
psycho-para: ಈ ಚಿಕಿತ್ಸೆಯ ಭಾಗವಾಗಿ, ನಾವು ನಮ್ಮ ಸಮಸ್ಯೆಗಳನ್ನು ವೈದ್ಯರು ಮತ್ತು ಇತರರೊಂದಿಗೆ ಹಂಚಿಕೊಳ್ಳುತ್ತೇವೆ. ಇದು ನಮ್ಮ ಸಂವಹನ ಕೌಶಲ್ಯವನ್ನು ಹೆಚ್ಚಿಸುತ್ತದೆ. ಇದಲ್ಲದೆ, ಭವಿಷ್ಯದಲ್ಲಿ ನಮಗೆ ಯಾವುದೇ ಸಮಸ್ಯೆಗಳು ಎದುರಾದರೆ, ಅವುಗಳನ್ನು ಇತರರೊಂದಿಗೆ ಹಂಚಿಕೊಳ್ಳುವ ಮೂಲಕ ನಾವೇ ಪರಿಹಾರವನ್ನು ಕಂಡುಕೊಳ್ಳಲು ಸಾಧ್ಯವಾಗುತ್ತದೆ.: [992, 705, 1332, 770]
sleep-title-line2: ಕಿರು ನಿದ್ರೆ: [796, 1300, 979, 1373]
sleep-title-line3: ಆರೋಗ್ಯಕರ: [726, 1380, 925, 1440]
uric-col2: [360, 338, 676, 1250]
cancer-para: ತೂಕ ನಷ್ಟ: ಯಾವುದೇ ವ್ಯಾಯಾಮಗಳ ಪ್ರಯತ್ನವಿಲ್ಲದೆ ತೂಕ ನಷ್ಟವು ಗಂಟಲು ಕ್ಯಾನ್ಸರ್ ಸೇರಿದಂತೆ ಅನೇಕ ಕ್ಯಾನ್ಸರ್‌ಗಳ ಸಂಕೇತವಾಗಿದೆ.: [52, 1852, 362, 1883]
sleep-subheading: ▸ ತಜ್ಞರು ಹೇಳುವುದೇನು:: [712, 1833, 806, 1847]
psycho-para: ವಿಶೇಷವಾಗಿ ಚಿಂತೆ, ಒತ್ತಡ ಮತ್ತು ಆತಂಕ, ಕೋಪ, ವಿವಿಧ ರೀತಿಯ ಭಯಗಳು, ತಿನ್ನುವ ಅಸ್ವಸ್ಥತೆಗಳು, ಬೈಪೋಲಾರ್ ಡಿಸಾರ್ಡರ್, ದೀರ್ಘಕಾಲದ ಸಮಸ್ಯೆಗಳು, ಕೌಟುಂಬಿಕ ಘರ್ಷಣೆಗಳು ಇತ್ಯಾದಿಗಳಿಂದ ಬಳಲುತ್ತಿರುವ ವ್ಯಕ್ತಿಗಳ ಮಾನಸಿಕ ಆರೋಗ್ಯವನ್ನು ಸುಧಾರಿಸಲು ಈ ಚಿಕಿತ್ಸೆ ಪರಿಣಾಮಕಾರಿ ಎಂದು ತಜ್ಞರು ಹೇಳುತ್ತಾರೆ.: [706, 682, 958, 764]
psycho-title-line2: ಸೈಕೋಥೆರಪಿ: [980, 578, 1157, 629]
foot-gout-image: [300, 1258, 540, 1438]
psycho-para: ಸಮಾಲೋಚನೆ Vs ಸೈಕೋಥೆರಪಿ: ಸಮಾಲೋಚನೆಯು ಸಮಸ್ಯೆಗಳನ್ನು ಪರಿಹರಿಸಲು ಅಥವಾ ಮಾನಸಿಕ ಆರೋಗ್ಯ ಸ್ಥಿತಿಗಳ ಚಿಕಿತ್ಸೆ ನೀಡಲು ಮಾನಸಿಕ ಆರೋಗ್ಯ ವೃತ್ತಿಪರರೊಂದಿಗೆ ಮಾತನಾಡುವ ಚಿಕಿತ್ಸೆ. ಮಾನಸಿಕ ಚಿಕಿತ್ಸೆಯು ನಿರ್ದಿಷ್ಟವಾಗಿ ಮಾನಸಿಕ, ಭಾವನಾತ್ಮಕ ಹಾಗೂ ನಡವಳಿಕೆಯ ಸಮಸ್ಯೆಗಳೊಂದಿಗೆ ವ್ಯವಹರಿಸುತ್ತದೆ ಎಂದು ಅಧ್ಯಯನ ತಿಳಿಸುತ್ತದೆ.: [706, 512, 958, 611]
sleep-para: ಇಂದಿನ ಕಾರ್ಯನಿರತ ಜೀವನಶೈಲಿ ಮತ್ತು ತಡರಾತ್ರಿ ಮಲಗುವ ಅಭ್ಯಾಸದಿಂದ, ಮಧ್ಯಾಹ್ನ ನಿದ್ದೆ ಮಾಡುವುದು ಸಾಮಾನ್ಯವಾಗಿದೆ. ಈ ಕಾರಣಕ್ಕಾಗಿ, ಅನೇಕರು ತಮ್ಮ ದೈನಂದಿನ ದಿನಚರಿಯಲ್ಲಿ ಒಂದು ಚಿಕ್ಕ ನಿದ್ದೆ ಮಾಡುವುದನ್ನು ಇಷ್ಟಪಡುತ್ತಾರೆ. ಆದರೆ ಕೆಲವರು ಮಧ್ಯಾಹ್ನದ ನಿದ್ದೆ ಆರೋಗ್ಯಕ್ಕೆ ಹಾನಿಕಾರಕ ಎಂದು ಹೇಳುತ್ತಾರೆ. ಹಾಗಾಗಿ ಇದು ಗೊಂದಲಕ್ಕೆ ಕಾರಣವಾಗಿದೆ. ಮಧ್ಯಾಹ್ನ ನಿದ್ದೆ ಮಾಡಬೇಕೇ ಬೇಡವೇ ಎಂಬ ಅನುಮಾನ ಬರುತ್ತದೆ.: [712, 1731, 1012, 1830]
throat-image: [52, 1446, 208, 1616]
registration-cmyk-right: C M Y K: [1348, 1825, 1364, 1894]
psycho-para: ಮಾನಸಿಕ ಚಿಕಿತ್ಸೆಗೆ ಹಲವು ವಿಧಾನಗಳಿವೆ. ಅಮೆರಿಕನ್ ಸೈಕಾಲಜಿಕಲ್ ಅಸೋಸಿಯೇಷನ್‌ನ ಅಧ್ಯಯನವು, ಪರಸ್ಪರ ಅರಿವಿನ–ವರ್ತನೆಯ ಮತ್ತು ಇತರ ರೀತಿಯ ಟಾಕ್ ಥೆರಪಿ ಜನರು ತಮ್ಮ ಸಮಸ್ಯೆಗಳನ್ನು ಪರಿಹರಿಸಲು ಸಹಾಯ ಮಾಡುತ್ತದೆ ಎಂದು ಹೇಳುತ್ತದೆ.: [706, 784, 958, 849]
psycho-title-line1: ಮಾನಸಿಕ ಆರೋಗ್ಯಕ್ಕೆ: [980, 532, 1179, 567]
psycho-subheading: ▸ ಸೈಕೋಥೆರಪಿಯ ಮತ್ತಷ್ಟು ಪ್ರಯೋಜನಗಳು:: [706, 767, 874, 781]
uric-col1-mid: [52, 852, 372, 1264]
triangle-bullet-icon: ▸: [1024, 1731, 1034, 1745]
banner-logo: ಸಂಜೆವಾಣಿ: [270, 161, 372, 194]
uric-para: ಕಾರ್ಯವನ್ನು ಹೆಚ್ಚಿಸಲು ವಿಟಮಿನ್ ಸಿ ಅನ್ನು ಬಳಸುತ್ತದೆ. ಇದರ ಪರಿಣಾಮವಾಗಿ ಯೂರಿಕ್ ಆಸಿಡ್ ಉತ್ಪಾದನೆಯಾಗಿ ಹೊರಹಾಕಲು ಸಾಧ್ಯವಾಗುತ್ತದೆ. ಕಿತ್ತಳೆ, ಸ್ಟ್ರಾಬೆರಿ, ಕಿವಿ ಸೇರಿದಂತೆ ವಿವಿಧ ವಿಟಮಿನ್ ಸಿ ಸಮೃದ್ಧವಾಗಿರುವ ಹಣ್ಣುಗಳನ್ನು ಸೇವಿಸುವುದರಿಂದ ದೇಹದಲ್ಲಿ ಯೂರಿಕ್ ಆಸಿಡ್ ಮಟ್ಟ ಕಡಿಮೆ ಮಾಡಬಹುದು. ಇವುಗಳಲ್ಲಿ ಕಂಡುಬರುವ ಉತ್ಕರ್ಷಣ ನಿರೋಧಕಗಳು ಹಾಗೂ ಉರಿಯೂತದ ಸಂಯುಕ್ತಗಳು ಯೂರಿಕ್ ಆಸಿಡ್ ಮಟ್ಟವನ್ನು ಕಡಿಮೆ ಮಾಡಲು ಸಹಾಯವಾಗುತ್ತದೆ. ನಿತ್ಯ ಬೆಳಿಗ್ಗೆ ನಿಂಬೆ ನೀರು ಕುಡಿಯುವುದರಿಂದ ವಿಟಮಿನ್ ಸಿ ಮಟ್ಟ ಹೆಚ್ಚಾಗುವುದಲ್ಲದೆ, ದೇಹದ ಕ್ಷಾರೀಯತೆಯೂ ಹೆಚ್ಚಾಗುತ್ತದೆ. ಇದರಿಂದ ಯೂರಿಕ್ ಆಸಿಡ್ ಕಡಿಮೆ ಮಾಡುವುದರ ಜೊತೆಗೆ ಆರೋಗ್ಯ ತಜ್ಞರು ತಿಳಿಸುತ್ತಾರೆ.: [360, 339, 676, 489]
uric-title: ಯೂರಿಕ್ ಆಸಿಡ್ ಸಮಸ್ಯೆಗೆ ಪರಿಹಾರ: [52, 284, 445, 322]
sleep-para: ಆದರೆ ಕೆಲವರು ತಮ್ಮ ಕೆಲಸಗಳು ಮುಗಿದಿದ್ದರೂ ಮಧ್ಯಾಹ್ನ ಸ್ವಲ್ಪ ವಿಶ್ರಾಂತಿ ಪಡೆಯಲು ಬಯಸುತ್ತಾರೆ. ಆದರೆ ಈ ಸಮಯದಲ್ಲಿ ನಿದ್ರೆ ಮಾಡುವುದು ಆರೋಗ್ಯ– ಕ್ಕೆ ಪ್ರಯೋಜನಕಾರಿಯೇ ಅಥವಾ ಹಾನಿಕಾರಕವೇ ಎಂಬ ಅನುಮಾನ ಹಲವರಲ್ಲಿ ಇರುತ್ತದೆ. ಇಂತಹ ಪ್ರಶ್ನೆಗಳಿಗೆ ಉತ್ತರ ಈ ಲೇಖನದಲ್ಲಿದೆ.: [712, 1663, 1012, 1728]
uric-para: ಹೆಚ್ಚಿನ ಪ್ಯೂರಿನ್ ಆಹಾರಗಳ ಬದಲಿಗೆ, ಮೊಟ್ಟೆಗಳು, ಡೈರಿ ಉತ್ಪನ್ನಗಳು, ಬೀಜಗಳು ಮತ್ತು ಹೆಚ್ಚಿನ ತರಕಾರಿಗಳಂತಹ ಕಡಿಮೆ ಪ್ಯೂರಿನ್ ಹೊಂದಿರುವ ಪರ್ಯಾಯ ಆಹಾರಗಳನ್ನು ಉಪಯೋಗಿಸುವ ಮೂಲಕ ಯೂರಿಕ್ ಆಸಿಡ್ ಮಟ್ಟವನ್ನು ಕಡಿಮೆ ಮಾಡಬಹುದು.: [52, 1265, 292, 1347]
registration-cmyk-left: C M Y K: [14, 1839, 30, 1908]
cancer-para: ಉಸಿರಾಟದ ತೊಂದರೆ: ಉಸಿರಾಟದ ತೊಂದರೆ ಗಂಟಲು ಕ್ಯಾನ್ಸರ್‌ನ ಲಕ್ಷಣ ಎಂದು ಪರಿಗಣಿಸಲಾಗುತ್ತದೆ. ಉಸಿರಾಡುವಾಗ ಶಬ್ದ ಅಥವಾ ಗಂಟಲು ಅಥವಾ ಮತ್ತು ಸ್ವಲ್ಪ ಕೆಲಸಗಳಲ್ಲಿ ಉಸಿರಾಡಲು ಕಷ್ಟವಾದರೆ ನಿರ್ಲಕ್ಷಿಸಬೇಡಿ.: [372, 1585, 688, 1633]
cancer-para: ಉರಿಯೂತದ ದುಗ್ಧರಸ ಗ್ರಂಥಿಗಳು: ಗಂಟಲಿನ ಕ್ಯಾನ್ಸರ್ ಕೋಶಗಳು ಬೆಳೆದಾಗ, ಕುತ್ತಿಗೆಯದುಗ್ಧರಸಗ್ರಂಥಿಗಳು ಉರಿಯೂತವು ಉಂಟಾಗಬಹುದು. ಈ ಗಡ್ಡೆಗಳು ಸಾಮಾನ್ಯವಾಗಿ ನೋವು ರಹಿತವಾಗಿರುತ್ತವೆ ಹಾಗೂ ಸ್ಪರ್ಶಕ್ಕೆ ದೃಢವಾಗಿರುತ್ತವೆ. ವಿಶೇಷವಾಗಿ ಕುತ್ತಿಗೆಯ ಒಂದು ಬದಿಯಲ್ಲಿ ಊತ ಅಥವಾ ಗಡ್ಡೆ ಕಂಡುಬಂದರೆ, ಇದು ಗಂಟಲಿನ ಕ್ಯಾನ್ಸರ್ ಹರಡುವ ಸಂಕೇತವಾಗಿರಬಹುದು. ಗಂಟಲು ಕ್ಯಾನ್ಸರ್ ಆರಂಭಿಕ ಹಂತಗಳಲ್ಲಿಯೇ ಪತ್ತೆ ಹಚ್ಚಿ ಚಿಕಿತ್ಸೆ ಪಡೆಯುವುದು ಉತ್ತಮ. ಇಂತಹ ಲಕ್ಷಣಗಳು ಕಂಡುಬಂದಲ್ಲಿ ಕೂಡಲೇ ವೈದ್ಯರನ್ನು ಸಂಪರ್ಕಿಸುವುದು ಸೂಕ್ತ.: [372, 1857, 688, 1973]
uric-para: ನಮ್ಮ ದೇಹದಲ್ಲಿರುವ ಯೂರಿಕ್ ಆಸಿಡ್ ಮಟ್ಟ ಕಡಿಮೆ ಮಾಡಲು ಪ್ರತಿದಿನ ಸಾಕಷ್ಟು ನೀರು ಕುಡಿಯುವುದು ಮುಖ್ಯವಾಗಿದೆ. ಮೂತ್ರಪಿಂಡಗಳು ರಕ್ತದಿಂದ ಮೂತ್ರದ ಮೂಲಕ ಯೂರಿಕ್ ಆಸಿಡ್ ಅನ್ನು ಹೊರಹಾಕುತ್ತವೆ. ಹೆಚ್ಚಿನ ಯೂರಿಕ್ ಆಸಿಡ್ ವೈದ್ಯಕೀಯವಾಗಿ ಹೈಪರ್ಯೂರಿಸೆಮಿಯಾ ಎನ್ನಲಾಗುತ್ತದೆ.: [52, 339, 362, 404]
sleep-para: ಮಧ್ಯಾಹ್ನ ಊಟ ಮಾಡಿದ ನಂತರ ಅನೇಕರು ಸಣ್ಣ ನಿದ್ರೆಗೆ ಜಾರುತ್ತಾರೆ. ಇನ್ನು ಕೆಲವರು ಆಗ ಬರುವ ನಿದ್ರೆಯನ್ನು ನಿಯಂತ್ರಿಸಲು ಪ್ರಯತ್ನಿಸುತ್ತಾರೆ. ಏಕೆಂದರೆ ಒಂದು ದಿನ ಈ ಸಮಯಕ್ಕೆ ಮಲಗಿದರೆ ಮಾರನೇ ದಿನವೂ ಅದೇ ಸಮಯಕ್ಕೆ ನಿದ್ರೆ ಬರುತ್ತದೆ ಎಂದು ಹೇಳುತ್ತಾರೆ. ಆದರೆ ಸಾಮಾನ್ಯವಾಗಿ ಮನೆಯಲ್ಲಿರುವ ಗೃಹಿಣಿಯರು, ಶಾಲೆಗೆ ಹೋಗಿ ಬರುವ ಮಕ್ಕಳು ಅಥವಾ ವಯಸ್ಸಾದವರು ಮಧ್ಯಾಹ್ನ 2– 3 ಗಂಟೆಗಳ ಕಾಲ ನಿದ್ರಿಸುತ್ತಾರೆ. ಇದು ದಿನನಿತ್ಯದ ಅಭ್ಯಾಸವಾಗಿದ್ದರೆ, ಆದರೆ ಕೆಲವು ವಿಶೇಷವಾಗಿ ಗೃಹಿಣಿಯರು ಊಟ ಮಾಡಿದ ನಂತರ ಒಂದು ಚಿಕ್ಕ ನಿದ್ದೆ ಮಾಡುವುದನ್ನು ಸೂಚಿಸುತ್ತಾರೆ.: [712, 1527, 1012, 1660]
column-rule: [694, 282, 695, 1200]
sleep-title-line1: ಮಧ್ಯಾಹ್ನದ: [726, 1230, 912, 1290]
crop-mark-left: [14, 1036, 34, 1056]
magenta-swatches: [306, 2056, 402, 2072]
